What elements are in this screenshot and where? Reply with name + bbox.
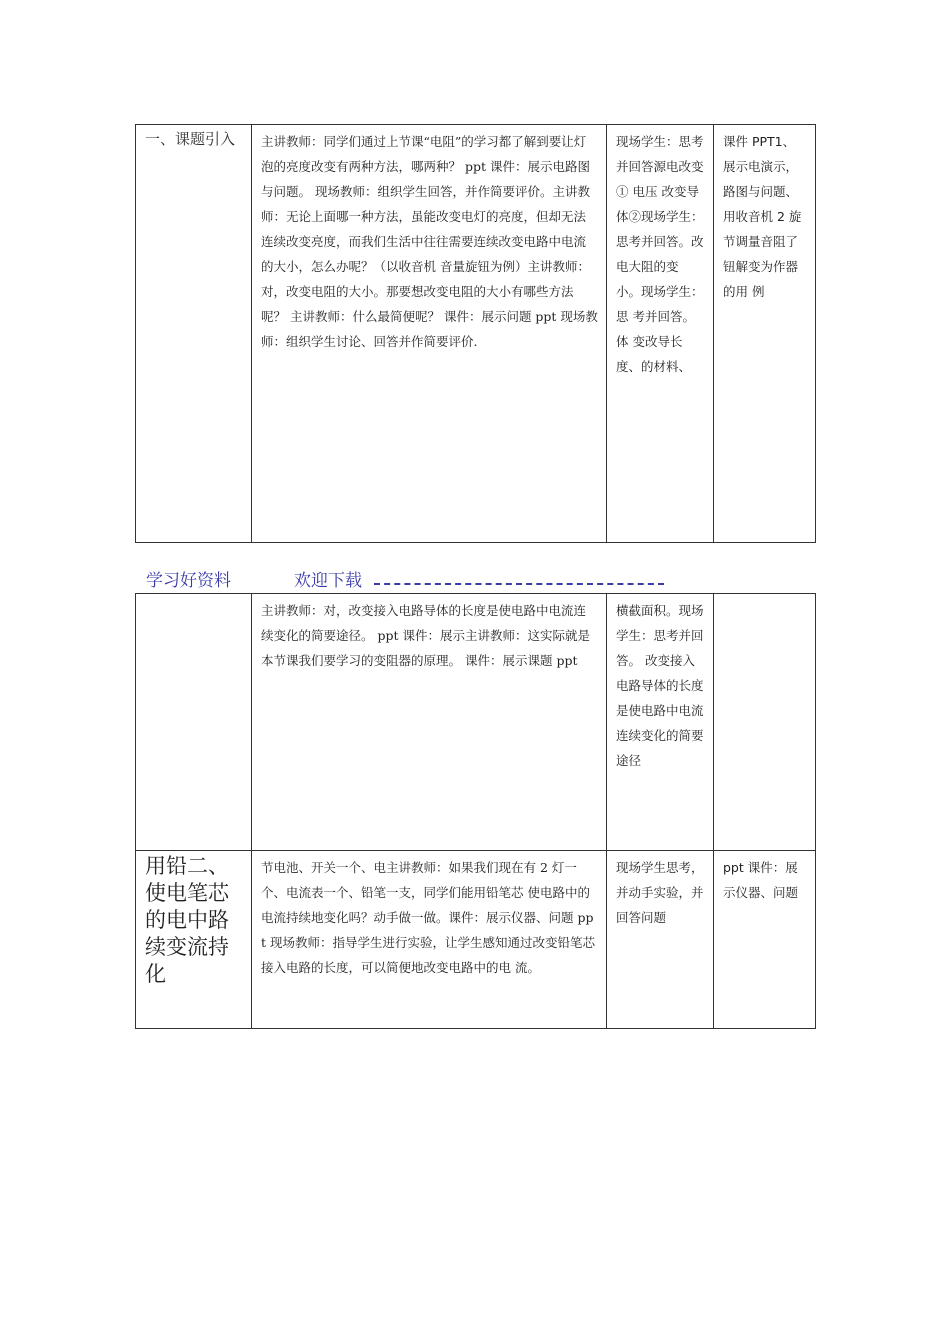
stage-label: 用铅二、使电笔芯的电中路续变流持化 (145, 854, 229, 986)
lesson-table-bottom (135, 593, 816, 1029)
table-row (136, 125, 816, 543)
media-cell (714, 851, 816, 1029)
student-activity-text: 现场学生：思考并回答源电改变① 电压 改变导体②现场学生：思考并回答。改电大阻的变 小。现场学生：思 考并回答。体 变改导长度、的材料、 (616, 134, 704, 374)
banner-dashed-line (374, 583, 664, 585)
teacher-activity-cell (252, 851, 607, 1029)
stage-cell (136, 851, 252, 1029)
teacher-activity-text: 主讲教师：同学们通过上节课“电阻”的学习都了解到要让灯泡的亮度改变有两种方法，哪两种？ ppt 课件：展示电路图与问题。 现场教师：组织学生回答，并作简要评价。主讲教师：无论上面哪一种方法，虽能改变电灯的亮度，但却无法连续改变亮度，而我们生活中往往需要连续改变电路中电流的大小，怎么办呢？（以收音机 音量旋钮为例）主讲教师：对，改变电阻的大小。那要想改变电阻的大小有哪些方法呢？ 主讲教师：什么最简便呢？ 课件：展示问题 ppt 现场教师：组织学生讨论、回答并作简要评价. (261, 134, 598, 349)
page-banner (146, 566, 666, 590)
teacher-activity-cell (252, 125, 607, 543)
media-text: 课件 PPT1、展示电演示， 路图与问题、用收音机 2 旋节调量音阻了钮解变为作器的用 例 (723, 134, 802, 299)
stage-cell (136, 594, 252, 851)
lesson-table-top (135, 124, 816, 543)
stage-cell (136, 125, 252, 543)
student-activity-text: 横截面积。现场学生：思考并回答。 改变接入电路导体的长度是使电路中电流连续变化的简要途径 (616, 603, 704, 768)
media-cell (714, 125, 816, 543)
media-text (714, 594, 815, 598)
stage-label (136, 594, 251, 597)
banner-right-text: 欢迎下载 (294, 571, 362, 591)
media-cell (714, 594, 816, 851)
teacher-activity-cell (252, 594, 607, 851)
student-activity-cell (607, 594, 714, 851)
student-activity-cell (607, 851, 714, 1029)
student-activity-text: 现场学生思考，并动手实验，并回答问题 (616, 860, 704, 925)
teacher-activity-text: 节电池、开关一个、电主讲教师：如果我们现在有 2 灯一个、电流表一个、铅笔一支，同学们能用铅笔芯 使电路中的电流持续地变化吗？动手做一做。课件：展示仪器、问题 ppt 现场教师：指导学生进行实验，让学生感知通过改变铅笔芯接入电路的长度，可以简便地改变电路中的电 流。 (261, 860, 595, 975)
media-text: ppt 课件：展示仪器、问题 (723, 860, 799, 900)
banner-left-text: 学习好资料 (146, 571, 231, 591)
stage-label: 一、课题引入 (145, 130, 236, 148)
table-row (136, 851, 816, 1029)
student-activity-cell (607, 125, 714, 543)
teacher-activity-text: 主讲教师：对，改变接入电路导体的长度是使电路中电流连续变化的简要途径。 ppt 课件：展示主讲教师：这实际就是本节课我们要学习的变阻器的原理。 课件：展示课题 ppt (261, 603, 590, 668)
table-row (136, 594, 816, 851)
